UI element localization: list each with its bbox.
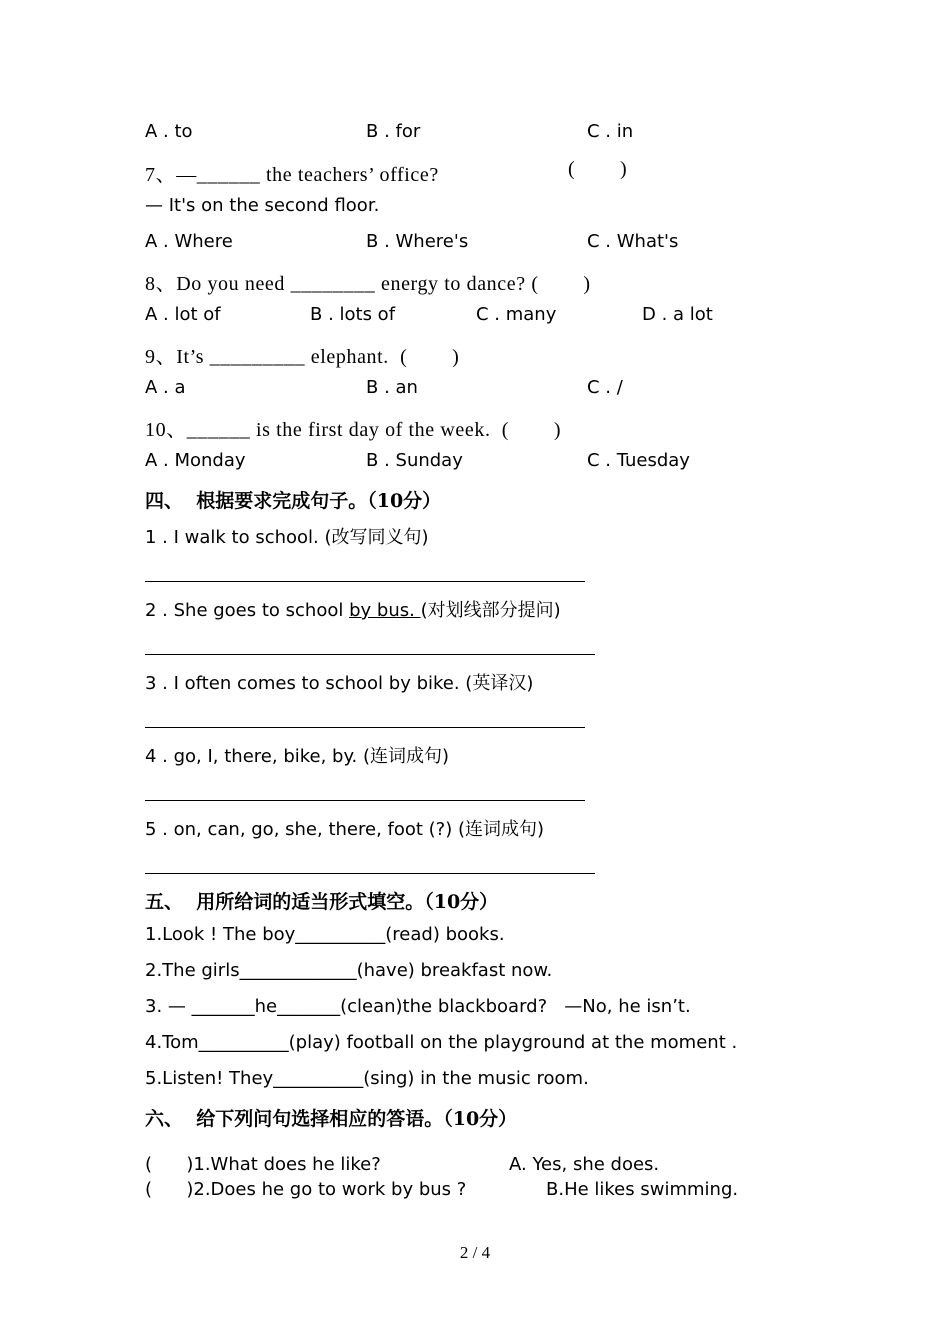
- sec5-item-2: 2.The girls_____________(have) breakfast now.: [145, 960, 553, 981]
- sec5-item-4: 4.Tom__________(play) football on the playground at the moment .: [145, 1032, 738, 1053]
- sec4-item-5: 5 . on, can, go, she, there, foot (?) (连词成句): [145, 819, 545, 840]
- sec6-question-1: ( )1.What does he like?: [145, 1154, 381, 1175]
- q9-option-b: B . an: [366, 377, 418, 398]
- sec4-item-2: [145, 596, 561, 622]
- q7-response: — It's on the second floor.: [145, 195, 380, 216]
- sec4-item-4: 4 . go, I, there, bike, by. (连词成句): [145, 746, 450, 767]
- q8-option-c: C . many: [476, 304, 557, 325]
- underlined-phrase: by bus.: [349, 600, 421, 621]
- q6-option-c: C . in: [587, 121, 634, 142]
- page-number: 2 / 4: [459, 1243, 491, 1262]
- sec4-item-1: 1 . I walk to school. (改写同义句): [145, 527, 429, 548]
- q8-option-d: D . a lot: [642, 304, 713, 325]
- answer-line-1[interactable]: [145, 581, 585, 582]
- q6-option-a: A . to: [145, 121, 193, 142]
- q10-stem: 10、______ is the first day of the week. ( ): [145, 419, 562, 441]
- sec6-answer-a: A. Yes, she does.: [509, 1154, 660, 1175]
- sec5-item-1: 1.Look ! The boy__________(read) books.: [145, 924, 505, 945]
- q7-stem: 7、—______ the teachers’ office?: [145, 164, 439, 186]
- q10-option-c: C . Tuesday: [587, 450, 690, 471]
- q7-answer-paren: ( ): [568, 158, 628, 180]
- sec5-item-5: 5.Listen! They__________(sing) in the music room.: [145, 1068, 589, 1089]
- q8-option-b: B . lots of: [310, 304, 396, 325]
- section-5-heading: 五、 用所给词的适当形式填空。（10分）: [145, 891, 499, 913]
- q7-option-a: A . Where: [145, 231, 233, 252]
- section-4-heading: 四、 根据要求完成句子。（10分）: [145, 490, 442, 512]
- sec6-question-2: ( )2.Does he go to work by bus ?: [145, 1179, 467, 1200]
- sec4-item-2-text: 2 . She goes to school: [145, 600, 350, 621]
- section-6-heading: 六、 给下列问句选择相应的答语。（10分）: [145, 1108, 518, 1130]
- sec5-item-3: 3. — _______he_______(clean)the blackboard? —No, he isn’t.: [145, 996, 691, 1017]
- q7-option-c: C . What's: [587, 231, 679, 252]
- q9-option-c: C . /: [587, 377, 623, 398]
- q8-stem: 8、Do you need ________ energy to dance? ( ): [145, 273, 591, 295]
- sec6-answer-b: B.He likes swimming.: [546, 1179, 739, 1200]
- answer-line-2[interactable]: [145, 654, 595, 655]
- q10-option-a: A . Monday: [145, 450, 246, 471]
- q8-option-a: A . lot of: [145, 304, 221, 325]
- q9-option-a: A . a: [145, 377, 186, 398]
- answer-line-4[interactable]: [145, 800, 585, 801]
- sec4-item-2-instruction: (对划线部分提问): [420, 600, 561, 621]
- q9-stem: 9、It’s _________ elephant. ( ): [145, 346, 460, 368]
- sec4-item-3: 3 . I often comes to school by bike. (英译汉): [145, 673, 534, 694]
- q6-option-b: B . for: [366, 121, 421, 142]
- q7-option-b: B . Where's: [366, 231, 469, 252]
- answer-line-3[interactable]: [145, 727, 585, 728]
- answer-line-5[interactable]: [145, 873, 595, 874]
- q10-option-b: B . Sunday: [366, 450, 463, 471]
